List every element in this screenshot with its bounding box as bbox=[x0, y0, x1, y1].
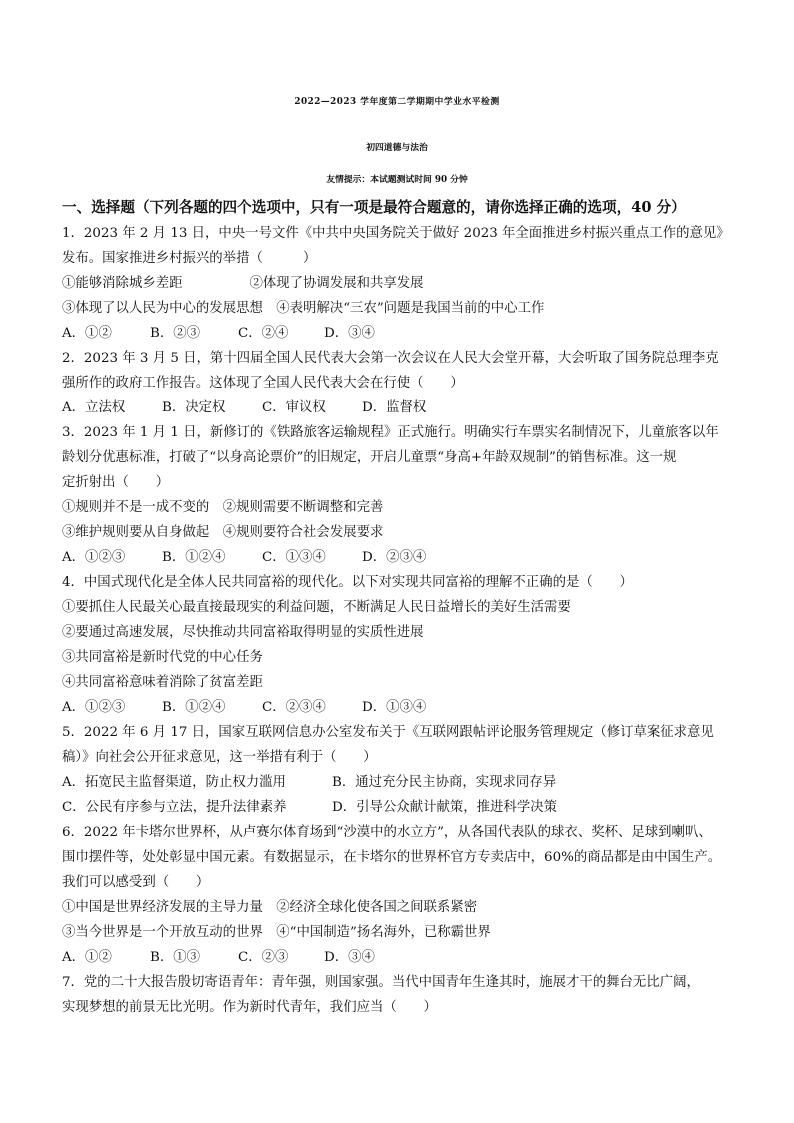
option-a[interactable]: A．①② bbox=[62, 326, 112, 341]
question-4-options bbox=[62, 699, 426, 717]
option-d[interactable]: D．②③④ bbox=[362, 550, 427, 565]
question-4-statement: ③共同富裕是新时代党的中心任务 bbox=[62, 650, 263, 665]
option-b[interactable]: B．①②④ bbox=[162, 550, 226, 565]
question-5-options-row bbox=[62, 799, 557, 817]
question-5-stem-line: 稿）》向社会公开征求意见，这一举措有利于（ ） bbox=[62, 750, 377, 765]
option-d[interactable]: D．①③④ bbox=[362, 700, 427, 715]
question-6-options bbox=[62, 949, 375, 967]
option-a[interactable]: A．①②③ bbox=[62, 550, 126, 565]
option-a[interactable]: A．①② bbox=[62, 950, 112, 965]
question-1-statement: ③体现了以人民为中心的发展思想 ④表明解决“三农”问题是我国当前的中心工作 bbox=[62, 301, 545, 316]
option-a[interactable]: A．拓宽民主监督渠道，防止权力滥用 bbox=[62, 775, 286, 790]
question-6-stem-line: 我们可以感受到（ ） bbox=[62, 875, 210, 890]
question-2-options bbox=[62, 399, 426, 417]
question-5-options-row bbox=[62, 774, 556, 792]
question-3-stem-line: 龄划分优惠标准，打破了“以身高论票价”的旧规定，开启儿童票“身高+年龄双规制”的销售标准。这一规 bbox=[62, 450, 677, 465]
option-b[interactable]: B．②③ bbox=[150, 326, 201, 341]
question-7-stem-line: 实现梦想的前景无比光明。作为新时代青年，我们应当（ ） bbox=[62, 1000, 437, 1015]
option-c[interactable]: C．公民有序参与立法，提升法律素养 bbox=[62, 800, 287, 815]
question-2-stem-line: 强所作的政府工作报告。这体现了全国人民代表大会在行使（ ） bbox=[62, 376, 464, 391]
option-b[interactable]: B．通过充分民主协商，实现求同存异 bbox=[332, 775, 557, 790]
question-1-stem-line: 1．2023 年 2 月 13 日，中央一号文件《中共中央国务院关于做好 2023 年全面推进乡村振兴重点工作的意见》 bbox=[62, 226, 730, 241]
question-3-stem-line: 定折射出（ ） bbox=[62, 475, 170, 490]
question-5-stem-line: 5．2022 年 6 月 17 日，国家互联网信息办公室发布关于《互联网跟帖评论服务管理规定（修订草案征求意见 bbox=[62, 725, 714, 740]
question-3-statement: ①规则并不是一成不变的 ②规则需要不断调整和完善 bbox=[62, 500, 384, 515]
option-d[interactable]: D．③④ bbox=[324, 326, 375, 341]
question-3-options bbox=[62, 549, 426, 567]
option-b[interactable]: B．①③ bbox=[150, 950, 201, 965]
option-c[interactable]: C．②③ bbox=[238, 950, 289, 965]
question-6-stem-line: 围巾摆件等，处处彰显中国元素。有数据显示，在卡塔尔的世界杯官方专卖店中，60%的商品都是由中国生产。 bbox=[62, 850, 722, 865]
option-a[interactable]: A．①②③ bbox=[62, 700, 126, 715]
question-4-stem-line: 4．中国式现代化是全体人民共同富裕的现代化。以下对实现共同富裕的理解不正确的是（ ） bbox=[62, 575, 633, 590]
option-a[interactable]: A．立法权 bbox=[62, 400, 126, 415]
option-c[interactable]: C．审议权 bbox=[262, 400, 326, 415]
question-3-statement: ③维护规则要从自身做起 ④规则要符合社会发展要求 bbox=[62, 525, 384, 540]
question-4-statement: ①要抓住人民最关心最直接最现实的利益问题，不断满足人民日益增长的美好生活需要 bbox=[62, 600, 571, 615]
option-d[interactable]: D．监督权 bbox=[362, 400, 427, 415]
question-7-stem-line: 7．党的二十大报告殷切寄语青年：青年强，则国家强。当代中国青年生逢其时，施展才干的舞台无比广阔， bbox=[62, 975, 700, 990]
option-c[interactable]: C．②③④ bbox=[262, 700, 326, 715]
question-6-statement: ①中国是世界经济发展的主导力量 ②经济全球化使各国之间联系紧密 bbox=[62, 900, 478, 915]
question-3-stem-line: 3．2023 年 1 月 1 日，新修订的《铁路旅客运输规程》正式施行。明确实行车票实名制情况下，儿童旅客以年 bbox=[62, 425, 719, 440]
question-4-statement: ②要通过高速发展，尽快推动共同富裕取得明显的实质性进展 bbox=[62, 625, 424, 640]
section-heading: 一、选择题（下列各题的四个选项中，只有一项是最符合题意的，请你选择正确的选项，40 分） bbox=[62, 199, 686, 216]
question-1-stem-line: 发布。国家推进乡村振兴的举措（ ） bbox=[62, 251, 317, 266]
option-d[interactable]: D．③④ bbox=[324, 950, 375, 965]
option-c[interactable]: C．①③④ bbox=[262, 550, 326, 565]
question-6-statement: ③当今世界是一个开放互动的世界 ④“中国制造”扬名海外，已称霸世界 bbox=[62, 925, 491, 940]
option-d[interactable]: D．引导公众献计献策，推进科学决策 bbox=[332, 800, 557, 815]
question-1-statement: ①能够消除城乡差距 ②体现了协调发展和共享发展 bbox=[62, 276, 424, 291]
option-b[interactable]: B．①②④ bbox=[162, 700, 226, 715]
option-b[interactable]: B．决定权 bbox=[162, 400, 226, 415]
question-2-stem-line: 2．2023 年 3 月 5 日，第十四届全国人民代表大会第一次会议在人民大会堂开幕，大会听取了国务院总理李克 bbox=[62, 351, 719, 366]
question-4-statement: ④共同富裕意味着消除了贫富差距 bbox=[62, 675, 263, 690]
exam-title: 2022—2023 学年度第二学期期中学业水平检测 bbox=[294, 97, 500, 107]
question-6-stem-line: 6．2022 年卡塔尔世界杯，从卢赛尔体育场到“沙漠中的水立方”，从各国代表队的球衣、奖杯、足球到喇叭、 bbox=[62, 825, 712, 840]
time-tip: 友情提示：本试题测试时间 90 分钟 bbox=[326, 175, 468, 185]
question-1-options bbox=[62, 325, 375, 343]
subject-title: 初四道德与法治 bbox=[366, 143, 428, 153]
option-c[interactable]: C．②④ bbox=[238, 326, 289, 341]
